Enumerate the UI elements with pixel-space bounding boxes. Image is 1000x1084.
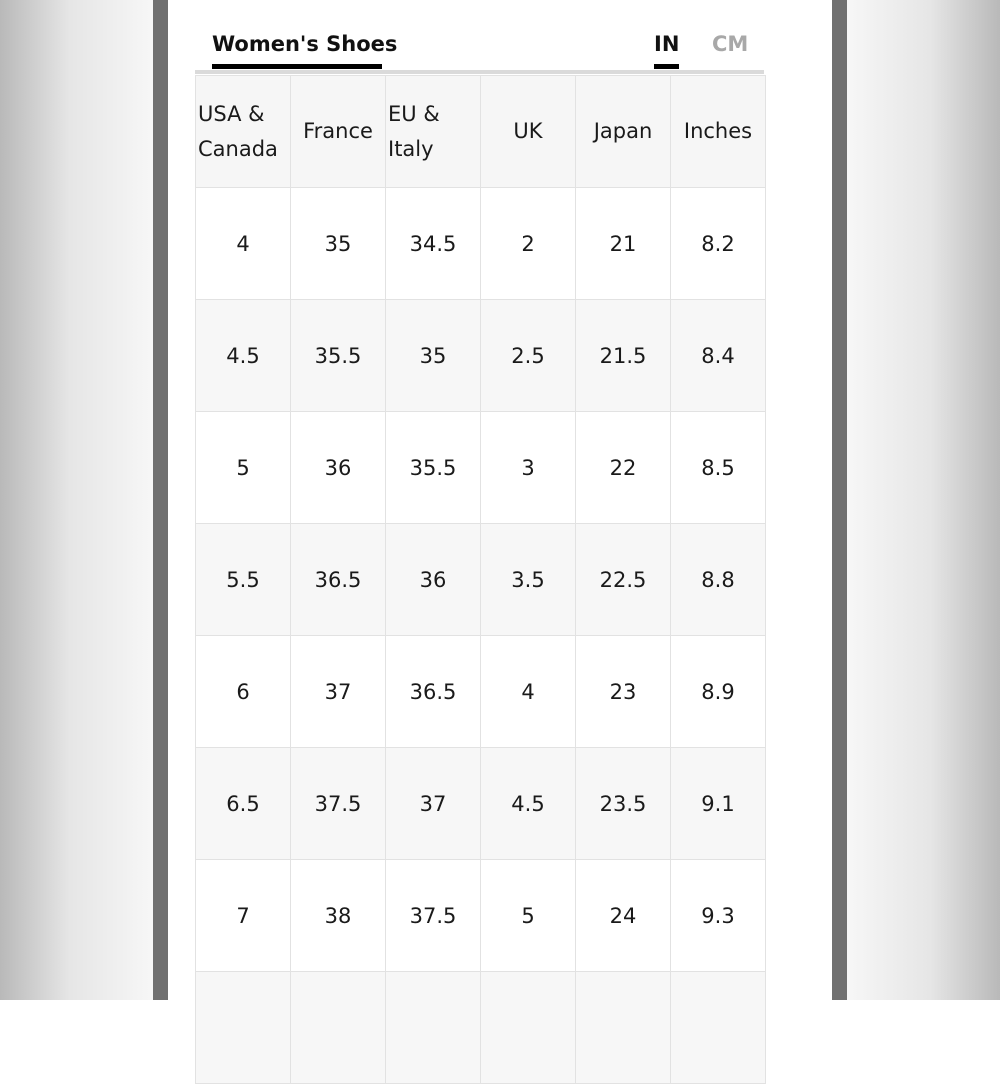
table-row (196, 300, 766, 412)
table-cell: 35.5 (291, 300, 386, 412)
unit-toggle-cm[interactable]: CM (712, 32, 749, 56)
column-header-france (291, 76, 386, 188)
table-cell: 6 (196, 636, 291, 748)
table-cell: 37.5 (291, 748, 386, 860)
table-cell: 5 (196, 412, 291, 524)
table-cell (671, 972, 766, 1084)
table-cell: 3.5 (481, 524, 576, 636)
table-cell (576, 972, 671, 1084)
table-cell: 9.3 (671, 860, 766, 972)
column-header-inches (671, 76, 766, 188)
table-cell: 37 (386, 748, 481, 860)
header-line: USA & (198, 101, 265, 126)
table-cell: 23 (576, 636, 671, 748)
column-header-usa-canada (196, 76, 291, 188)
table-cell (386, 972, 481, 1084)
table-cell: 35 (291, 188, 386, 300)
table-cell: 36 (386, 524, 481, 636)
column-header-eu-italy (386, 76, 481, 188)
tab-womens-shoes[interactable]: Women's Shoes (212, 32, 398, 56)
table-cell: 4 (481, 636, 576, 748)
table-cell: 22 (576, 412, 671, 524)
table-cell: 8.8 (671, 524, 766, 636)
table-cell: 8.9 (671, 636, 766, 748)
table-cell: 23.5 (576, 748, 671, 860)
size-table (195, 75, 766, 1084)
table-cell: 37.5 (386, 860, 481, 972)
table-cell: 6.5 (196, 748, 291, 860)
table-cell: 22.5 (576, 524, 671, 636)
table-row (196, 636, 766, 748)
table-cell: 24 (576, 860, 671, 972)
unit-toggle-in[interactable]: IN (654, 32, 680, 56)
table-row (196, 412, 766, 524)
column-header-japan (576, 76, 671, 188)
active-unit-indicator (654, 64, 679, 69)
header-line: Japan (593, 119, 653, 143)
table-header-row (196, 76, 766, 188)
table-cell: 8.5 (671, 412, 766, 524)
table-cell: 36.5 (386, 636, 481, 748)
table-cell (196, 972, 291, 1084)
header-line: Inches (683, 119, 753, 143)
table-row (196, 748, 766, 860)
header-line: Canada (198, 136, 278, 161)
header-line: France (303, 119, 373, 143)
table-row (196, 524, 766, 636)
size-chart-tabbar (195, 0, 764, 75)
table-cell: 4.5 (196, 300, 291, 412)
table-cell: 5 (481, 860, 576, 972)
column-header-uk (481, 76, 576, 188)
table-row (196, 188, 766, 300)
table-cell (291, 972, 386, 1084)
table-cell: 5.5 (196, 524, 291, 636)
table-cell: 8.2 (671, 188, 766, 300)
table-cell: 21.5 (576, 300, 671, 412)
header-line: Italy (388, 136, 434, 161)
table-cell: 9.1 (671, 748, 766, 860)
table-cell: 35.5 (386, 412, 481, 524)
table-cell: 2.5 (481, 300, 576, 412)
table-cell: 4 (196, 188, 291, 300)
table-cell: 34.5 (386, 188, 481, 300)
table-cell: 7 (196, 860, 291, 972)
table-cell (481, 972, 576, 1084)
active-tab-indicator (212, 64, 382, 69)
table-cell: 36.5 (291, 524, 386, 636)
table-cell: 3 (481, 412, 576, 524)
header-line: UK (513, 119, 543, 143)
table-cell: 8.4 (671, 300, 766, 412)
tabbar-divider (195, 70, 764, 74)
table-cell: 2 (481, 188, 576, 300)
table-cell: 38 (291, 860, 386, 972)
table-cell: 37 (291, 636, 386, 748)
table-cell: 35 (386, 300, 481, 412)
table-cell: 4.5 (481, 748, 576, 860)
table-cell: 21 (576, 188, 671, 300)
table-row (196, 860, 766, 972)
header-line: EU & (388, 101, 440, 126)
table-row (196, 972, 766, 1084)
table-cell: 36 (291, 412, 386, 524)
